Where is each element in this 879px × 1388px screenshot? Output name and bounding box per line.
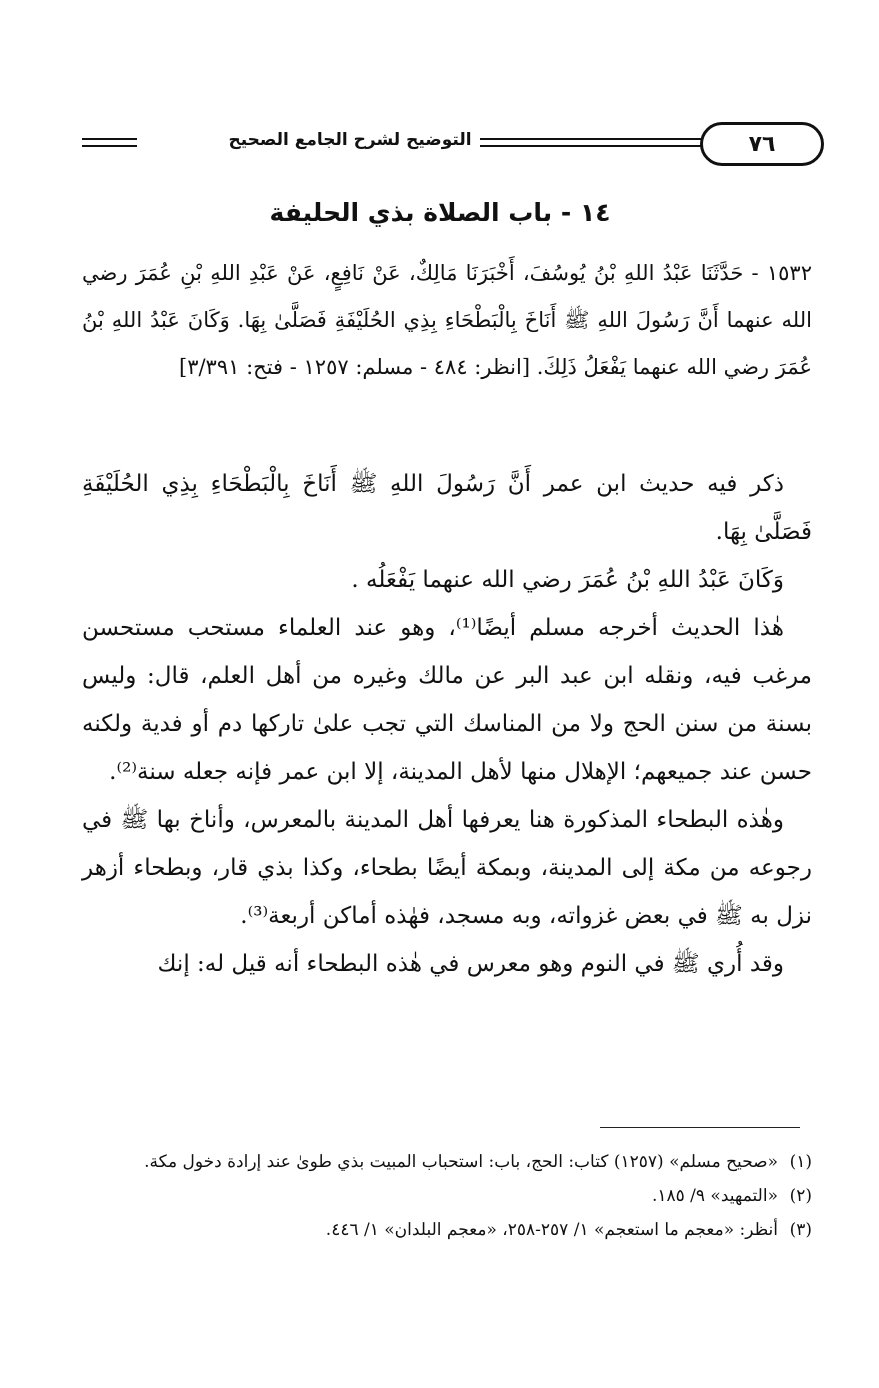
footnote-text: «صحيح مسلم» (١٢٥٧) كتاب: الحج، باب: استحباب المبيت بذي طوىٰ عند إرادة دخول مكة.	[144, 1152, 778, 1172]
page-number: ٧٦	[700, 122, 824, 166]
running-title: التوضيح لشرح الجامع الصحيح	[220, 130, 480, 150]
paragraph: هٰذا الحديث أخرجه مسلم أيضًا⁽¹⁾، وهو عند العلماء مستحب مستحسن مرغب فيه، ونقله ابن عبد البر عن مالك وغيره من أهل العلم، قال: وليس بسنة من سنن الحج ولا من المناسك التي تجب علىٰ تاركها دم أو فدية ولكنه حسن عند جميعهم؛ الإهلال منها لأهل المدينة، إلا ابن عمر فإنه جعله سنة⁽²⁾.	[82, 615, 812, 785]
paragraph: وهٰذه البطحاء المذكورة هنا يعرفها أهل المدينة بالمعرس، وأناخ بها ﷺ في رجوعه من مكة إلى المدينة، وبمكة أيضًا بطحاء، وكذا بذي قار، وبطحاء أزهر نزل به ﷺ في بعض غزواته، وبه مسجد، فهٰذه أماكن أربعة⁽³⁾.	[82, 807, 812, 929]
paragraph: وقد أُري ﷺ في النوم وهو معرس في هٰذه البطحاء أنه قيل له: إنك	[157, 951, 784, 977]
paragraph: ذكر فيه حديث ابن عمر أَنَّ رَسُولَ اللهِ ﷺ أَنَاخَ بِالْبَطْحَاءِ بِذِي الحُلَيْفَةِ فَصَلَّىٰ بِهَا.	[82, 471, 812, 545]
footnote-number: (١)	[789, 1152, 812, 1172]
footnote-number: (٣)	[789, 1220, 812, 1240]
hadith-text: ١٥٣٢ - حَدَّثَنَا عَبْدُ اللهِ بْنُ يُوسُفَ، أَخْبَرَنَا مَالِكٌ، عَنْ نَافِعٍ، عَنْ عَبْدِ اللهِ بْنِ عُمَرَ رضي الله عنهما أَنَّ رَسُولَ اللهِ ﷺ أَنَاخَ بِالْبَطْحَاءِ بِذِي الحُلَيْفَةِ فَصَلَّىٰ بِهَا. وَكَانَ عَبْدُ اللهِ بْنُ عُمَرَ رضي الله عنهما يَفْعَلُ ذَلِكَ. [انظر: ٤٨٤ - مسلم: ١٢٥٧ - فتح: ٣/٣٩١]	[82, 261, 812, 379]
footnote	[82, 1213, 812, 1247]
footnote	[82, 1179, 812, 1213]
footnotes	[82, 1145, 812, 1247]
footnote-text: «التمهيد» ٩/ ١٨٥.	[651, 1186, 778, 1206]
commentary	[82, 460, 812, 988]
footnote-rule	[600, 1127, 800, 1128]
header-rule	[82, 138, 137, 140]
header-rule	[82, 145, 137, 147]
paragraph: وَكَانَ عَبْدُ اللهِ بْنُ عُمَرَ رضي الله عنهما يَفْعَلُه .	[351, 567, 784, 593]
footnote-text: أنظر: «معجم ما استعجم» ١/ ٢٥٧-٢٥٨، «معجم البلدان» ١/ ٤٤٦.	[325, 1220, 778, 1240]
running-header	[82, 118, 812, 170]
footnote	[82, 1145, 812, 1179]
chapter-title: ١٤ - باب الصلاة بذي الحليفة	[269, 198, 611, 227]
footnote-number: (٢)	[789, 1186, 812, 1206]
